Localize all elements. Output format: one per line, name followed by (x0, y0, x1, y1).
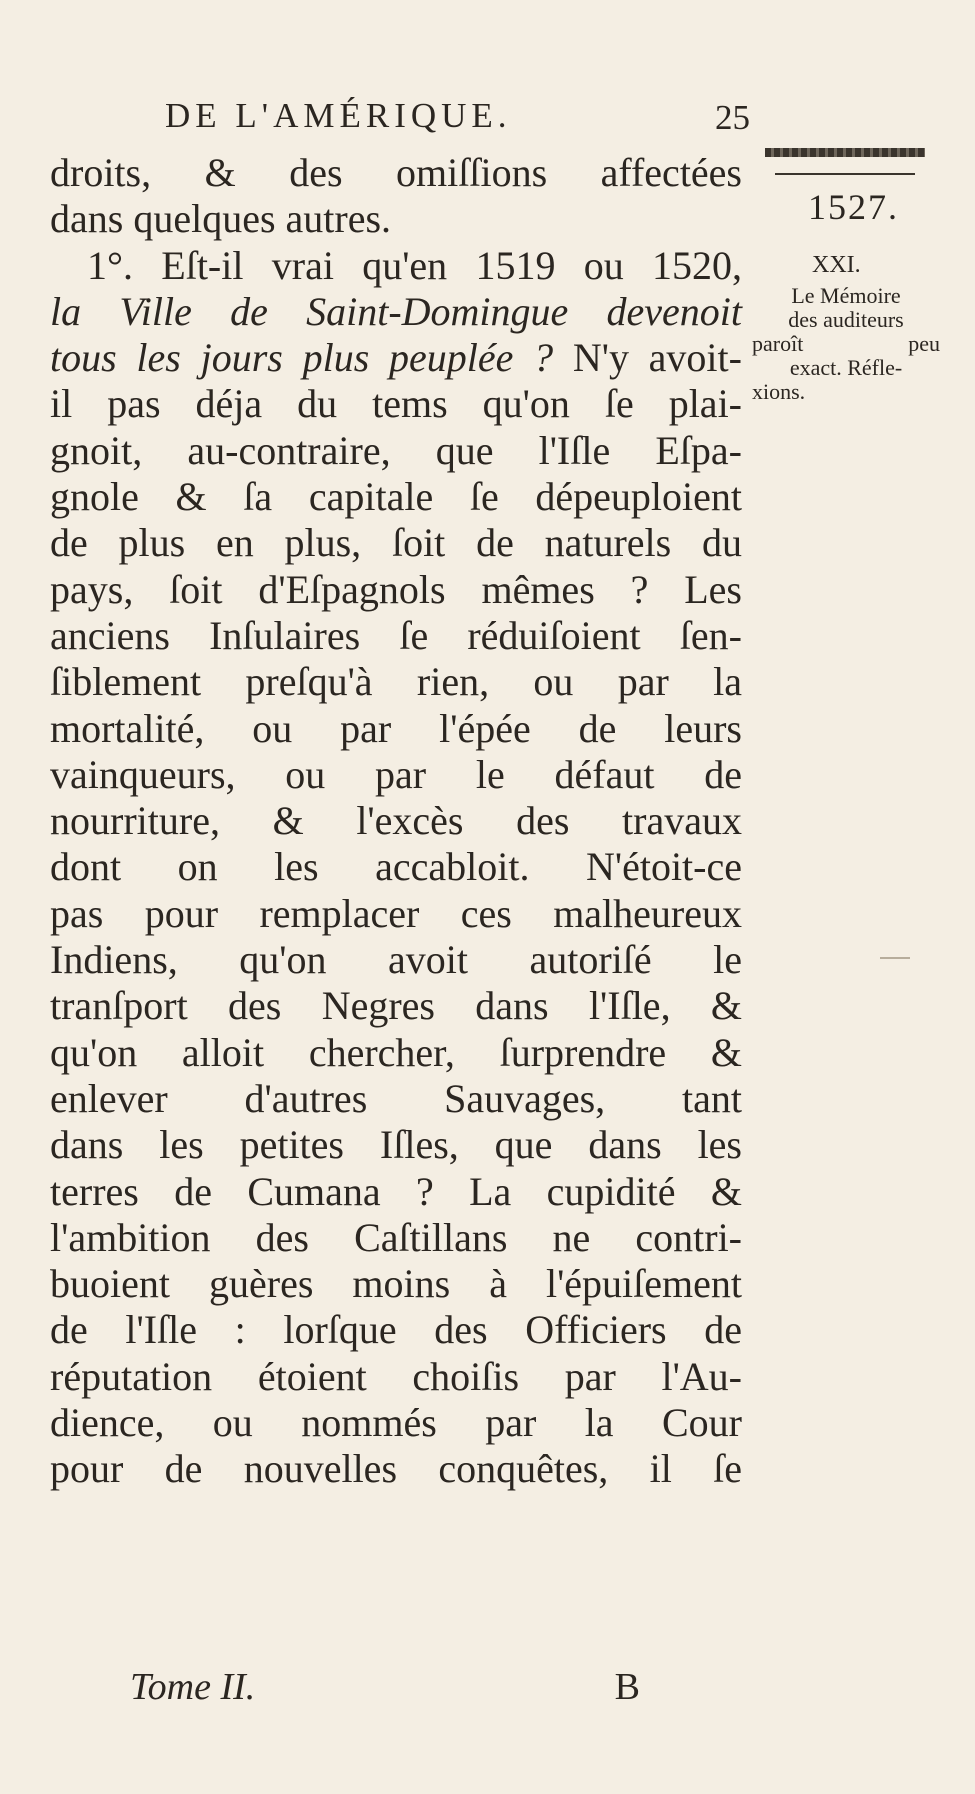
page-number: 25 (715, 98, 750, 137)
text-line: nourriture, & l'excès des travaux (50, 798, 742, 844)
running-title: DE L'AMÉRIQUE. (165, 96, 512, 135)
text-line: dans quelques autres. (50, 196, 392, 242)
italic-question: tous les jours plus peuplée ? (50, 335, 554, 381)
text-line: de plus en plus, ſoit de naturels du (50, 520, 742, 566)
text-line: terres de Cumana ? La cupidité & (50, 1168, 742, 1214)
text-line: il pas déja du tems qu'on ſe plai- (50, 381, 742, 427)
margin-section-number: XXI. (812, 252, 861, 278)
text-line: dans les petites Iſles, que dans les (50, 1122, 742, 1168)
page-header (165, 96, 750, 146)
margin-note-line: paroît peu (752, 331, 940, 356)
text-line: l'ambition des Caſtillans ne contri- (50, 1214, 742, 1260)
margin-note-line: xions. (752, 379, 806, 404)
text-line: réputation étoient choiſis par l'Au- (50, 1353, 742, 1399)
margin-mark (880, 957, 910, 959)
text-line: 1°. Eſt-il vrai qu'en 1519 ou 1520, (87, 242, 742, 288)
volume-label: Tome II. (130, 1666, 256, 1708)
thin-rule (775, 173, 915, 175)
body-text (50, 150, 742, 1493)
margin-note-line: exact. Réfle- (789, 355, 903, 380)
text-line: anciens Inſulaires ſe réduiſoient ſen- (50, 612, 742, 658)
ornamental-rule (765, 148, 925, 157)
text-line: buoient guères moins à l'épuiſement (50, 1261, 742, 1307)
text-line (50, 335, 742, 381)
text-line: gnole & ſa capitale ſe dépeuploient (50, 474, 742, 520)
signature-mark: B (614, 1666, 640, 1708)
text-line: qu'on alloit chercher, ſurprendre & (50, 1029, 742, 1075)
text-line: pas pour remplacer ces malheureux (50, 890, 742, 936)
text-line: dience, ou nommés par la Cour (50, 1400, 742, 1446)
text-line: tranſport des Negres dans l'Iſle, & (50, 983, 742, 1029)
text-line: droits, & des omiſſions affectées (50, 150, 742, 195)
margin-note (752, 284, 940, 404)
text-line: mortalité, ou par l'épée de leurs (50, 705, 742, 751)
text-line: gnoit, au-contraire, que l'Iſle Eſpa- (50, 427, 742, 473)
margin-note-line: Le Mémoire (791, 283, 901, 308)
text-line: Indiens, qu'on avoit autoriſé le (50, 937, 742, 983)
text-line: dont on les accabloit. N'étoit-ce (50, 844, 742, 890)
text-line: la Ville de Saint-Domingue devenoit (50, 288, 742, 334)
text-continuation: N'y avoit- (553, 335, 742, 381)
margin-year: 1527. (808, 187, 899, 227)
text-line: pour de nouvelles conquêtes, il ſe (50, 1446, 742, 1492)
text-line: enlever d'autres Sauvages, tant (50, 1075, 742, 1121)
text-line: ſiblement preſqu'à rien, ou par la (50, 659, 742, 705)
page-footer (130, 1665, 640, 1715)
text-line: vainqueurs, ou par le défaut de (50, 751, 742, 797)
text-line: pays, ſoit d'Eſpagnols mêmes ? Les (50, 566, 742, 612)
margin-note-line: des auditeurs (788, 307, 904, 332)
text-line: de l'Iſle : lorſque des Officiers de (50, 1307, 742, 1353)
